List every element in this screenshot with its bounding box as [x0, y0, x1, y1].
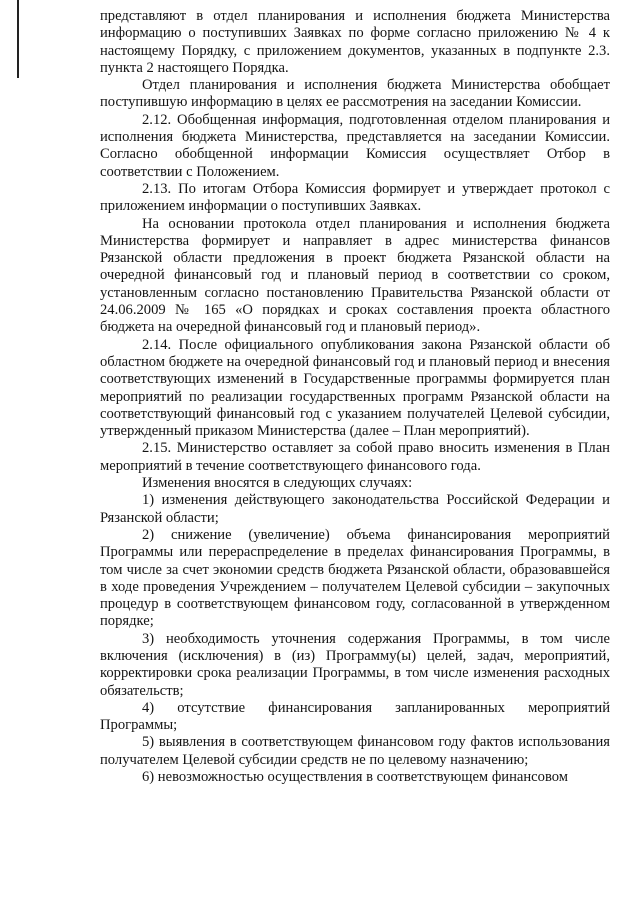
- paragraph-2-15: 2.15. Министерство оставляет за собой право вносить изменения в План мероприятий в течение соответствующего финансового года.: [100, 440, 610, 474]
- paragraph-2-13: 2.13. По итогам Отбора Комиссия формирует и утверждает протокол с приложением информации о поступивших Заявках.: [100, 180, 610, 215]
- paragraph-budget-proposals: На основании протокола отдел планирования и исполнения бюджета Министерства формирует и направляет в адрес министерства финансов Рязанской области предложения в проект бюджета Рязанской области на очередной финансовый год и плановый период в соответствии со сроком, установленным согласно постановлению Правительства Рязанской области от 24.06.2009 № 165 «О порядках и сроках составления проекта областного бюджета на очередной финансовый год и плановый период».: [100, 215, 610, 336]
- list-item-4: 4) отсутствие финансирования запланированных мероприятий Программы;: [100, 699, 610, 734]
- paragraph-2-12: 2.12. Обобщенная информация, подготовленная отделом планирования и исполнения бюджета Министерства, представляется на заседании Комиссии. Согласно обобщенной информации Комиссия осуществляет Отбор в соответствии с Положением.: [100, 111, 610, 180]
- list-item-1: 1) изменения действующего законодательства Российской Федерации и Рязанской области;: [100, 492, 610, 526]
- list-item-2: 2) снижение (увеличение) объема финансирования мероприятий Программы или перераспределение в пределах финансирования Программы, в том числе за счет экономии средств бюджета Рязанской области, образовавшейся в ходе проведения Учреждением – получателем Целевой субсидии – закупочных процедур в соответствующем финансовом году, согласованной в утвержденном порядке;: [100, 526, 610, 630]
- paragraph-submission-info: представляют в отдел планирования и исполнения бюджета Министерства информацию о поступивших Заявках по форме согласно приложению № 4 к настоящему Порядку, с приложением документов, указанных в подпункте 2.3. пункта 2 настоящего Порядка.: [100, 8, 610, 76]
- paragraph-changes-intro: Изменения вносятся в следующих случаях:: [142, 475, 413, 492]
- list-item-3: 3) необходимость уточнения содержания Программы, в том числе включения (исключения) в (из) Программу(ы) целей, задач, мероприятий, корректировки срока реализации Программы, в том числе изменения расходных обязательств;: [100, 630, 610, 699]
- paragraph-department-summary: Отдел планирования и исполнения бюджета Министерства обобщает поступившую информацию в целях ее рассмотрения на заседании Комиссии.: [100, 77, 610, 111]
- list-item-6: 6) невозможностью осуществления в соответствующем финансовом: [142, 769, 568, 786]
- list-item-5: 5) выявления в соответствующем финансовом году фактов использования получателем Целевой субсидии средств не по целевому назначению;: [100, 734, 610, 768]
- document-body: [100, 8, 610, 786]
- scan-edge-line: [17, 0, 19, 78]
- paragraph-2-14: 2.14. После официального опубликования закона Рязанской области об областном бюджете на очередной финансовый год и плановый период и внесения соответствующих изменений в Государственные программы формируется план мероприятий по реализации государственных программ Рязанской области на соответствующий финансовый год с указанием получателей Целевой субсидии, утвержденный приказом Министерства (далее – План мероприятий).: [100, 336, 610, 440]
